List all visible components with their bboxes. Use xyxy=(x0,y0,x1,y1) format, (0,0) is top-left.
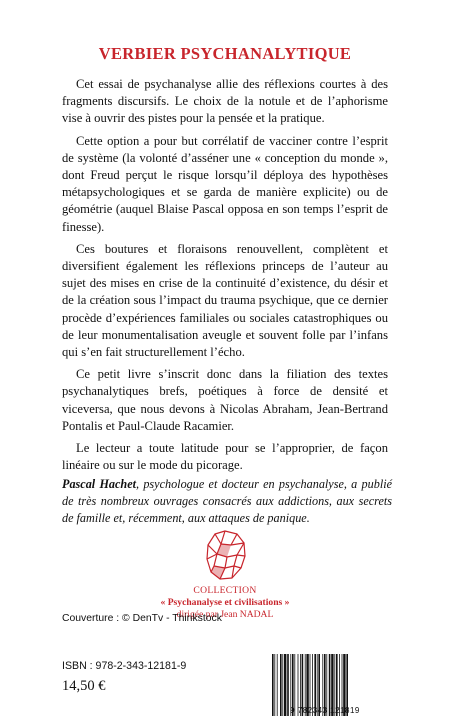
isbn: ISBN : 978-2-343-12181-9 xyxy=(62,660,187,672)
paragraph: Ces boutures et floraisons renouvellent, complètent et diversifient également les réflexions princeps de l’auteur au sujet des mises en crise de la continuité d’existence, du désir et de la création sous l’impact du trauma psychique, que ce dernier procède d’expériences familiales ou sociales catastrophiques ou de leur monumentalisation aveugle et souvent folle par l’infans qui s’en fait structurellement l’écho. xyxy=(62,241,388,360)
barcode-digits: 9 782343 121819 xyxy=(290,706,360,715)
paragraph: Cette option a pour but corrélatif de vacciner contre l’esprit de système (la volonté d’asséner une « conception du monde », dont Freud perçut le risque lorsqu’il déploya des hypothèses métapsychologiques et se garda de manière explicite) ou de géométrie (auquel Blaise Pascal opposa en son temps l’esprit de finesse). xyxy=(62,133,388,234)
collection-logo-icon xyxy=(201,528,251,584)
price: 14,50 € xyxy=(62,678,106,694)
author-name: Pascal Hachet xyxy=(62,477,137,491)
author-description: , psychologue et docteur en psychanalyse, a publié de très nombreux ouvrages consacrés aux addictions, aux secrets de famille et, récemment, aux attaques de panique. xyxy=(62,477,393,525)
book-title: VERBIER PSYCHANALYTIQUE xyxy=(98,44,352,63)
paragraph: Cet essai de psychanalyse allie des réflexions courtes à des fragments discursifs. Le choix de la notule et de l’aphorisme vise à ouvrir des pistes pour la pensée et la pratique. xyxy=(62,77,388,126)
back-cover-text xyxy=(62,76,388,479)
cover-credit: Couverture : © DenTv - Thinkstock xyxy=(62,613,222,624)
collection-label: COLLECTION xyxy=(193,585,257,596)
collection-director: dirigée par Jean NADAL xyxy=(176,609,274,620)
collection-name: « Psychanalyse et civilisations » xyxy=(160,597,290,608)
paragraph: Le lecteur a toute latitude pour se l’approprier, de façon linéaire ou sur le mode du picorage. xyxy=(62,441,388,473)
paragraph: Ce petit livre s’inscrit donc dans la filiation des textes psychanalytiques brefs, poétiques à force de densité et viceversa, que nous devons à Nicolas Abraham, Jean-Bertrand Pontalis et Paul-Claude Racamier. xyxy=(62,367,388,433)
author-bio xyxy=(62,476,392,527)
